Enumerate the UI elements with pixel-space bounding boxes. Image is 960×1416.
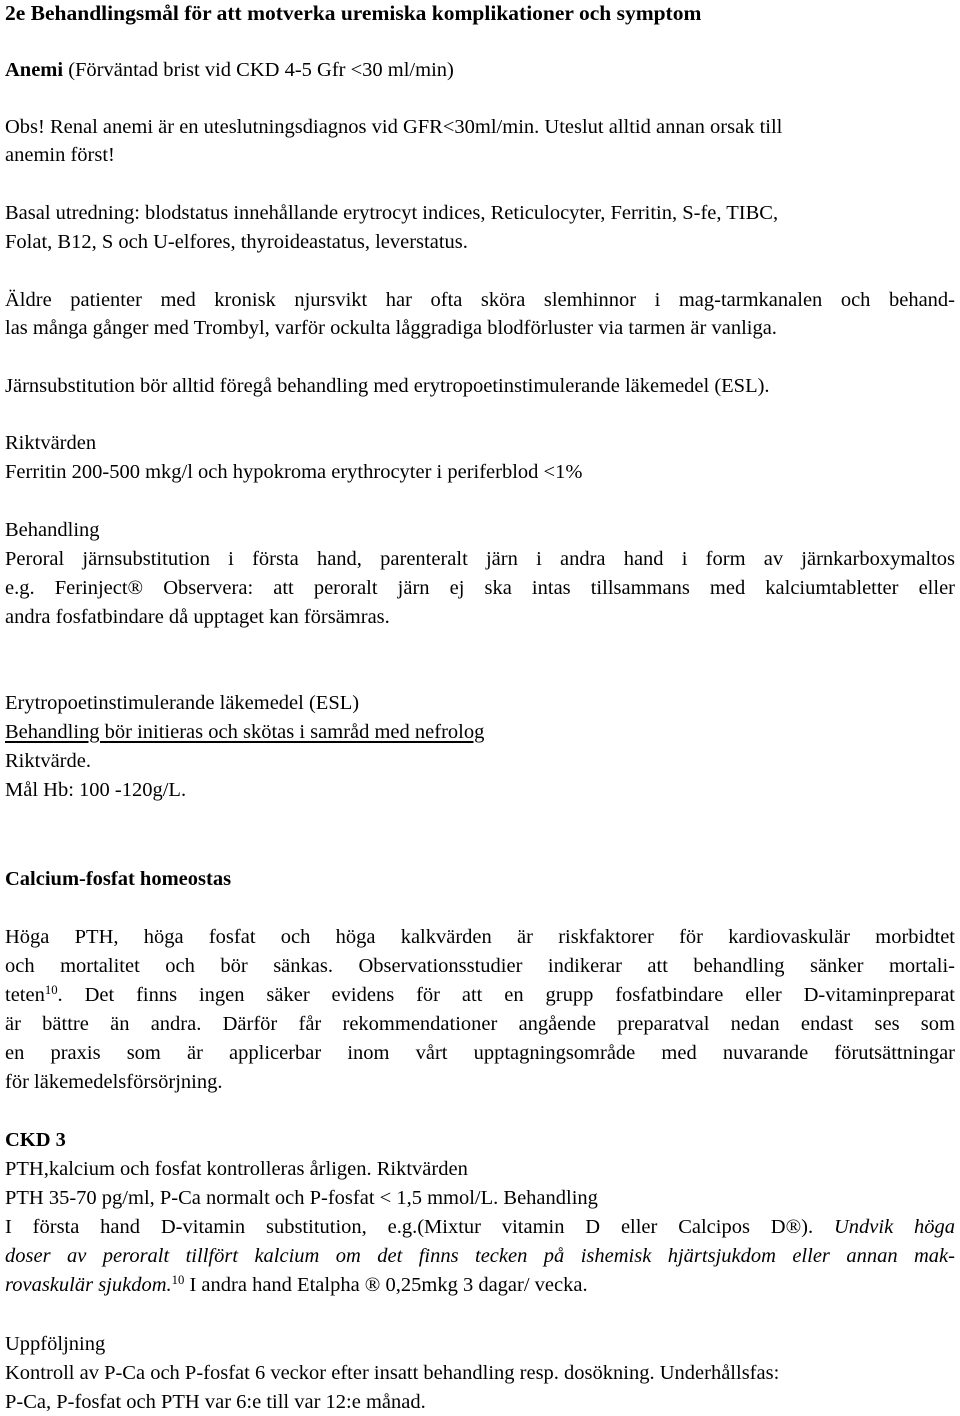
behandling-line-3: andra fosfatbindare då upptaget kan försämras. bbox=[5, 606, 390, 628]
basal-line-2: Folat, B12, S och U-elfores, thyroideastatus, leverstatus. bbox=[5, 231, 468, 253]
uppfoljning-line-2: P-Ca, P-fosfat och PTH var 6:e till var 12:e månad. bbox=[5, 1391, 426, 1413]
ckd3-line-3 bbox=[5, 1217, 955, 1238]
calcium-line-3-start: teten bbox=[5, 984, 45, 1006]
calcium-line-3 bbox=[5, 985, 955, 1006]
reference-superscript: 10 bbox=[44, 983, 58, 998]
esl-underlined-note: Behandling bör initieras och skötas i samråd med nefrolog bbox=[5, 721, 485, 743]
aldre-line-2: las många gånger med Trombyl, varför ockulta låggradiga blodförluster via tarmen är vanliga. bbox=[5, 317, 777, 339]
calcium-line-2: och mortalitet och bör sänkas. Observationsstudier indikerar att behandling sänker mortali- bbox=[5, 955, 955, 977]
ckd3-line-5-italic: rovaskulär sjukdom. bbox=[5, 1274, 172, 1296]
obs-line-2: anemin först! bbox=[5, 144, 115, 166]
anemi-title-line bbox=[5, 60, 454, 81]
uppfoljning-title: Uppföljning bbox=[5, 1333, 106, 1355]
behandling-line-1: Peroral järnsubstitution i första hand, parenteralt järn i andra hand i form av järnkarboxymaltos bbox=[5, 548, 955, 570]
ckd3-title: CKD 3 bbox=[5, 1129, 66, 1151]
riktvarden-label: Riktvärden bbox=[5, 432, 97, 454]
jarn-line: Järnsubstitution bör alltid föregå behandling med erytropoetinstimulerande läkemedel (ESL). bbox=[5, 375, 770, 397]
calcium-line-3-end: . Det finns ingen säker evidens för att en grupp fosfatbindare eller D-vitaminpreparat bbox=[57, 984, 955, 1006]
behandling-line-2: e.g. Ferinject® Observera: att peroralt järn ej ska intas tillsammans med kalciumtabletter eller bbox=[5, 577, 955, 599]
page-heading: 2e Behandlingsmål för att motverka uremiska komplikationer och symptom bbox=[5, 1, 702, 25]
calcium-line-5: en praxis som är applicerbar inom vårt upptagningsområde med nuvarande förutsättningar bbox=[5, 1042, 955, 1064]
behandling-label: Behandling bbox=[5, 519, 100, 541]
esl-riktvarde-label: Riktvärde. bbox=[5, 750, 91, 772]
riktvarden-text: Ferritin 200-500 mkg/l och hypokroma erythrocyter i periferblod <1% bbox=[5, 461, 583, 483]
esl-mal-hb: Mål Hb: 100 -120g/L. bbox=[5, 779, 187, 801]
esl-title: Erytropoetinstimulerande läkemedel (ESL) bbox=[5, 692, 360, 714]
ckd3-line-3-italic: Undvik höga bbox=[833, 1216, 956, 1238]
anemi-title-note: (Förväntad brist vid CKD 4-5 Gfr <30 ml/min) bbox=[63, 59, 454, 81]
anemi-title: Anemi bbox=[5, 59, 64, 81]
ckd3-line-4: doser av peroralt tillfört kalcium om det finns tecken på ishemisk hjärtsjukdom eller annan mak- bbox=[5, 1245, 955, 1267]
reference-superscript: 10 bbox=[171, 1273, 185, 1288]
ckd3-line-2: PTH 35-70 pg/ml, P-Ca normalt och P-fosfat < 1,5 mmol/L. Behandling bbox=[5, 1187, 598, 1209]
calcium-line-1: Höga PTH, höga fosfat och höga kalkvärden är riskfaktorer för kardiovaskulär morbidtet bbox=[5, 926, 955, 948]
ckd3-line-5 bbox=[5, 1275, 588, 1296]
ckd3-line-3-normal: I första hand D-vitamin substitution, e.g.(Mixtur vitamin D eller Calcipos D®). bbox=[5, 1216, 834, 1238]
uppfoljning-line-1: Kontroll av P-Ca och P-fosfat 6 veckor efter insatt behandling resp. dosökning. Underhållsfas: bbox=[5, 1362, 780, 1384]
aldre-line-1: Äldre patienter med kronisk njursvikt har ofta sköra slemhinnor i mag-tarmkanalen och behand- bbox=[5, 289, 955, 311]
calcium-line-4: är bättre än andra. Därför får rekommendationer angående preparatval nedan endast ses som bbox=[5, 1013, 955, 1035]
ckd3-line-1: PTH,kalcium och fosfat kontrolleras årligen. Riktvärden bbox=[5, 1158, 468, 1180]
ckd3-line-5-normal: I andra hand Etalpha ® 0,25mkg 3 dagar/ vecka. bbox=[184, 1274, 588, 1296]
basal-line-1: Basal utredning: blodstatus innehållande erytrocyt indices, Reticulocyter, Ferritin, S-fe, TIBC, bbox=[5, 202, 779, 224]
obs-line-1: Obs! Renal anemi är en uteslutningsdiagnos vid GFR<30ml/min. Uteslut alltid annan orsak till bbox=[5, 116, 783, 138]
calcium-title: Calcium-fosfat homeostas bbox=[5, 868, 232, 890]
calcium-line-6: för läkemedelsförsörjning. bbox=[5, 1071, 223, 1093]
